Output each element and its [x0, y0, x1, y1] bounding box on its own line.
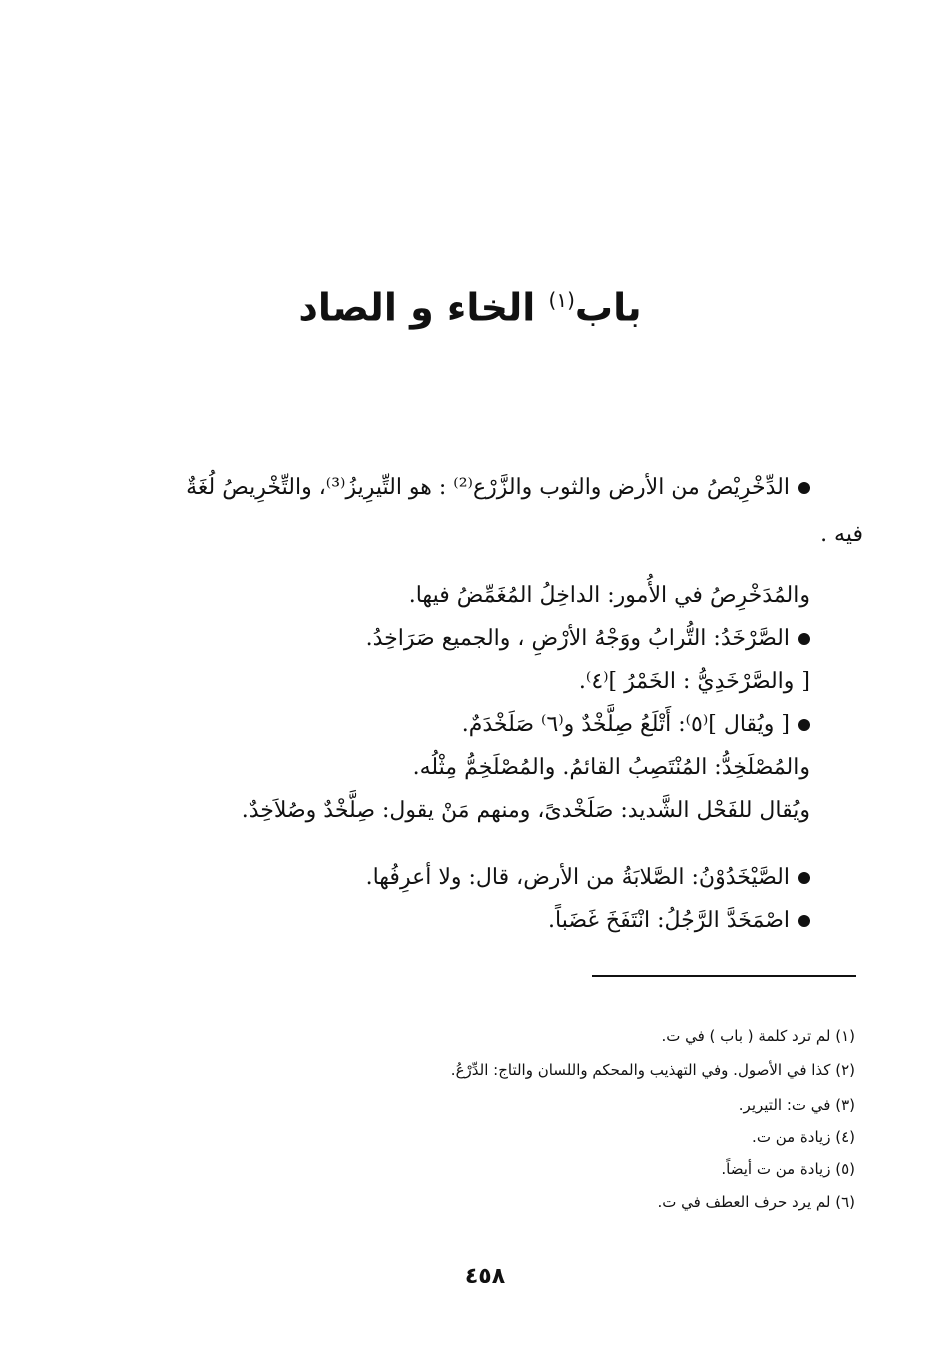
- entry-text: [ ويُقال ]⁽٥⁾: أَتْلَعُ صِلَّخْدٌ و⁽٦⁾ صَلَخْدَمٌ.: [461, 712, 790, 737]
- chapter-title-part-b: الخاء و الصاد: [298, 285, 536, 330]
- bullet-icon: [798, 915, 810, 927]
- entry-dikhris: [186, 470, 810, 506]
- entry-text: الصَّيْخَدُوْنُ: الصَّلابَةُ من الأرض، قال: ولا أعرِفُها.: [365, 865, 790, 890]
- footnote-5: (٥) زيادة من ت أيضاً.: [721, 1160, 855, 1178]
- entry-muslakhid: [413, 750, 810, 786]
- entry-sarkhadi: [579, 664, 810, 700]
- entry-silkhad: [462, 707, 810, 743]
- entry-sarkhad: [366, 621, 810, 657]
- entry-text: اصْمَخَدَّ الرَّجُلُ: انْتَفَخَ غَضَباً.: [548, 908, 790, 933]
- entry-text: والمُدَخْرِصُ في الأُمور: الداخِلُ المُغَمِّضُ فيها.: [408, 583, 810, 608]
- entry-dikhris-continuation: [820, 517, 863, 553]
- footnote-3: (٣) في ت: التيرير.: [738, 1096, 855, 1114]
- entry-text: ويُقال للفَحْل الشَّديد: صَلَخْدىً، ومنهم مَنْ يقول: صِلَّخْدٌ وصُلاَخِدٌ.: [241, 798, 810, 823]
- entry-saykhadun: [366, 860, 810, 896]
- entry-text: والمُصْلَخِدُّ: المُنْتَصِبُ القائمُ. والمُصْلَخِمُّ مِثْلُه.: [412, 755, 810, 780]
- chapter-title: [120, 270, 820, 338]
- entry-mudakhris: [409, 578, 810, 614]
- bullet-icon: [798, 872, 810, 884]
- footnote-6: (٦) لم يرد حرف العطف في ت.: [657, 1193, 855, 1211]
- page-number: ٤٥٨: [464, 1264, 506, 1289]
- entry-text: [ والصَّرْخَدِيُّ : الخَمْرُ ]⁽٤⁾.: [578, 669, 810, 694]
- chapter-title-part-a: باب: [574, 285, 642, 330]
- entry-text: الصَّرْخَدُ: التُّرابُ ووَجْهُ الأرْضِ ، والجميع صَرَاخِدُ.: [365, 626, 790, 651]
- entry-text: فيه .: [820, 522, 863, 547]
- entry-ismakhadda: [548, 903, 810, 939]
- entry-text: الدِّخْرِيْصُ من الأرض والثوب والزَّرْع⁽²⁾ : هو التِّيرِيزُ⁽³⁾، والتِّخْرِيصُ لُغَةٌ: [186, 475, 790, 500]
- bullet-icon: [798, 719, 810, 731]
- bullet-icon: [798, 633, 810, 645]
- footnote-1: (١) لم ترد كلمة ( باب ) في ت.: [661, 1027, 855, 1045]
- footnote-2: (٢) كذا في الأصول. وفي التهذيب والمحكم واللسان والتاج: الدِّرْعُ.: [450, 1061, 855, 1079]
- footnote-separator: [592, 975, 856, 977]
- footnote-4: (٤) زيادة من ت.: [752, 1128, 855, 1146]
- entry-fahl: [242, 793, 810, 829]
- bullet-icon: [798, 482, 810, 494]
- chapter-title-footnote-ref: (١): [548, 288, 575, 312]
